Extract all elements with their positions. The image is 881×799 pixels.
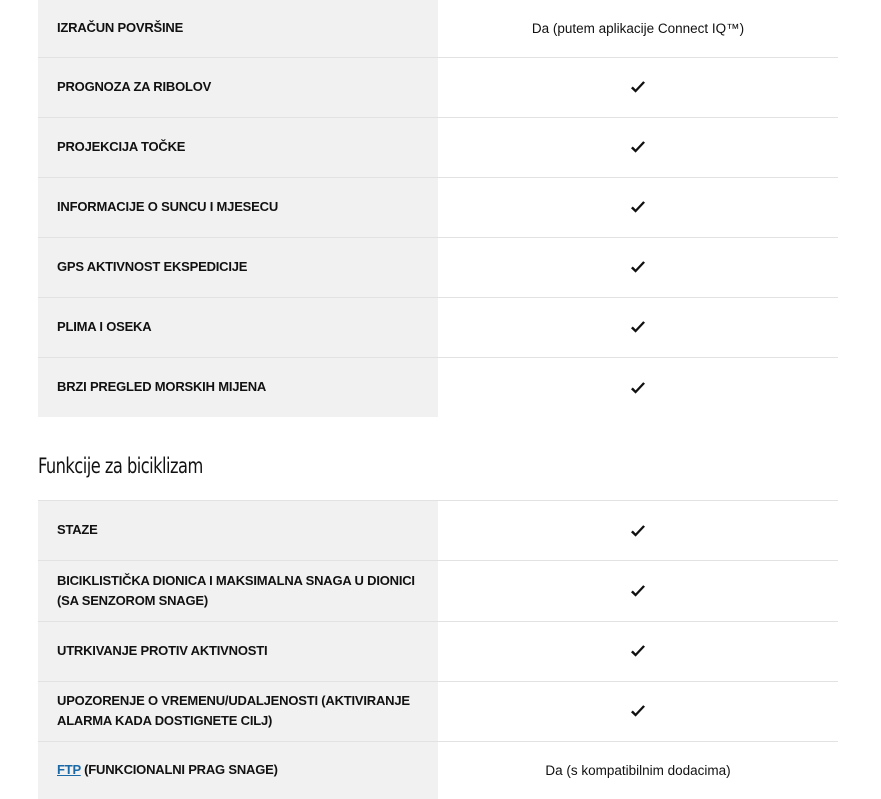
table-row — [38, 117, 838, 177]
feature-label: GPS AKTIVNOST EKSPEDICIJE — [38, 237, 438, 297]
feature-value — [438, 681, 838, 741]
checkmark-icon — [630, 645, 646, 658]
feature-value — [438, 560, 838, 621]
spec-table-outdoor-wrapper — [38, 0, 838, 417]
checkmark-icon — [630, 261, 646, 274]
spec-table-cycling — [38, 501, 838, 799]
feature-label: UPOZORENJE O VREMENU/UDALJENOSTI (AKTIVIRANJE ALARMA KADA DOSTIGNETE CILJ) — [38, 681, 438, 741]
table-row — [38, 57, 838, 117]
table-row — [38, 237, 838, 297]
table-row — [38, 560, 838, 621]
checkmark-icon — [630, 201, 646, 214]
checkmark-icon — [630, 141, 646, 154]
table-row — [38, 177, 838, 237]
table-row — [38, 741, 838, 799]
feature-value: Da (putem aplikacije Connect IQ™) — [438, 0, 838, 57]
feature-label: INFORMACIJE O SUNCU I MJESECU — [38, 177, 438, 237]
ftp-link[interactable]: FTP — [57, 762, 81, 778]
table-row — [38, 681, 838, 741]
feature-value — [438, 297, 838, 357]
feature-label: BRZI PREGLED MORSKIH MIJENA — [38, 357, 438, 417]
feature-label: STAZE — [38, 501, 438, 560]
feature-value — [438, 117, 838, 177]
feature-value: Da (s kompatibilnim dodacima) — [545, 762, 731, 778]
table-row — [38, 357, 838, 417]
feature-label: BICIKLISTIČKA DIONICA I MAKSIMALNA SNAGA U DIONICI (SA SENZOROM SNAGE) — [38, 560, 438, 621]
feature-value — [438, 237, 838, 297]
checkmark-icon — [630, 585, 646, 598]
checkmark-icon — [630, 705, 646, 718]
table-row — [38, 297, 838, 357]
feature-label-text: (FUNKCIONALNI PRAG SNAGE) — [80, 762, 278, 778]
table-row — [38, 0, 838, 57]
section-heading: Funkcije za biciklizam — [38, 454, 203, 478]
feature-value — [438, 621, 838, 681]
feature-label: PROGNOZA ZA RIBOLOV — [38, 57, 438, 117]
feature-label: PROJEKCIJA TOČKE — [38, 117, 438, 177]
spec-table-outdoor — [38, 0, 838, 417]
feature-value — [438, 177, 838, 237]
checkmark-icon — [630, 81, 646, 94]
table-row — [38, 621, 838, 681]
spec-table-cycling-wrapper — [38, 500, 838, 799]
checkmark-icon — [630, 382, 646, 395]
feature-label: UTRKIVANJE PROTIV AKTIVNOSTI — [38, 621, 438, 681]
checkmark-icon — [630, 525, 646, 538]
feature-label: PLIMA I OSEKA — [38, 297, 438, 357]
feature-label: IZRAČUN POVRŠINE — [38, 0, 438, 57]
feature-value — [438, 501, 838, 560]
feature-value — [438, 357, 838, 417]
feature-label — [38, 741, 438, 799]
table-row — [38, 501, 838, 560]
feature-value — [438, 57, 838, 117]
checkmark-icon — [630, 321, 646, 334]
